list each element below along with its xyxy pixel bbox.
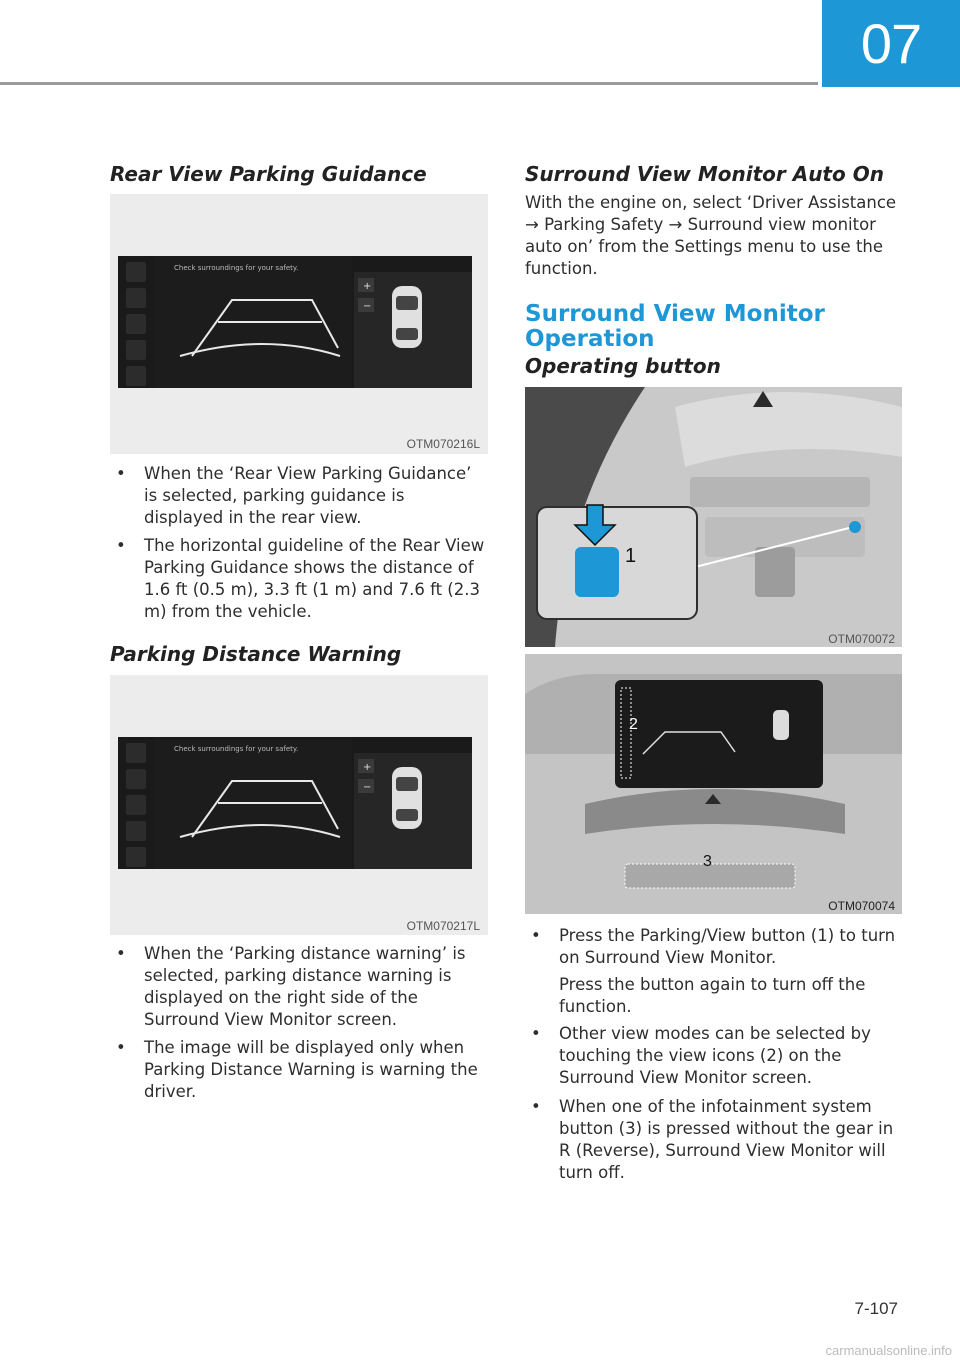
- infotainment-display-illustration: [525, 654, 902, 914]
- svg-text:+: +: [363, 762, 372, 773]
- subsection-title-operating-button: Operating button: [525, 354, 721, 378]
- parking-guideline-graphic: [154, 256, 352, 388]
- svg-text:−: −: [363, 301, 372, 312]
- figure-operating-button: [525, 387, 902, 647]
- svg-text:+: +: [363, 281, 372, 292]
- bullet-item: • When the ‘Rear View Parking Guidance’ is selected, parking guidance is displayed in the rear view.: [116, 464, 472, 527]
- bullet-item: • Other view modes can be selected by touching the view icons (2) on the Surround View Monitor screen.: [531, 1024, 871, 1087]
- figure-code: OTM070072: [828, 632, 895, 646]
- top-view: [354, 753, 472, 869]
- auto-on-body: With the engine on, select ‘Driver Assistance → Parking Safety → Surround view monitor auto on’ from the Settings menu to use the function.: [525, 193, 897, 278]
- figure-code: OTM070074: [828, 899, 895, 913]
- section-title-rear-view-parking-guidance: Rear View Parking Guidance: [110, 162, 427, 186]
- screen-caption: Check surroundings for your safety.: [174, 745, 299, 753]
- bullet-item: • The horizontal guideline of the Rear View Parking Guidance shows the distance of 1.6 ft (0.5 m), 3.3 ft (1 m) and 7.6 ft (2.3 m) from the vehicle.: [116, 536, 485, 621]
- rear-camera-view: [154, 737, 352, 869]
- figure-view-icons: [525, 654, 902, 914]
- figure-rear-view-parking-guidance: [110, 194, 488, 454]
- svg-text:2: 2: [629, 716, 638, 733]
- figure-code: OTM070216L: [406, 437, 480, 451]
- parking-guideline-graphic: [154, 737, 352, 869]
- vehicle-icon: [354, 272, 472, 388]
- header-rule: [0, 82, 818, 85]
- figure-code: OTM070217L: [406, 919, 480, 933]
- screen-caption: Check surroundings for your safety.: [174, 264, 299, 272]
- section-title-parking-distance-warning: Parking Distance Warning: [110, 642, 402, 666]
- figure-parking-distance-warning: [110, 675, 488, 935]
- section-title-surround-view-operation: Surround View Monitor Operation: [525, 301, 825, 352]
- callout-1: 1: [625, 545, 637, 567]
- infotainment-screen: [118, 256, 472, 388]
- page-number: 7-107: [854, 1299, 898, 1318]
- top-view: [354, 272, 472, 388]
- watermark: carmanualsonline.info: [825, 1343, 952, 1358]
- view-icons-bar: [126, 262, 148, 384]
- dashboard-button-illustration: [525, 387, 902, 647]
- svg-text:−: −: [363, 782, 372, 793]
- svg-text:3: 3: [703, 853, 712, 870]
- bullet-item: • When the ‘Parking distance warning’ is selected, parking distance warning is displayed on the right side of the Surround View Monitor screen.: [116, 944, 466, 1029]
- bullet-item: • When one of the infotainment system button (3) is pressed without the gear in R (Reverse), Surround View Monitor will turn off.: [531, 1097, 894, 1182]
- vehicle-icon: [354, 753, 472, 869]
- section-title-surround-view-auto-on: Surround View Monitor Auto On: [525, 162, 884, 186]
- bullet-item: • The image will be displayed only when Parking Distance Warning is warning the driver.: [116, 1038, 478, 1101]
- bullet-subparagraph: Press the button again to turn off the function.: [559, 975, 866, 1016]
- chapter-tab: 07: [822, 0, 960, 87]
- rear-camera-view: [154, 256, 352, 388]
- bullet-item: • Press the Parking/View button (1) to turn on Surround View Monitor.: [531, 926, 896, 967]
- infotainment-screen: [118, 737, 472, 869]
- view-icons-bar: [126, 743, 148, 865]
